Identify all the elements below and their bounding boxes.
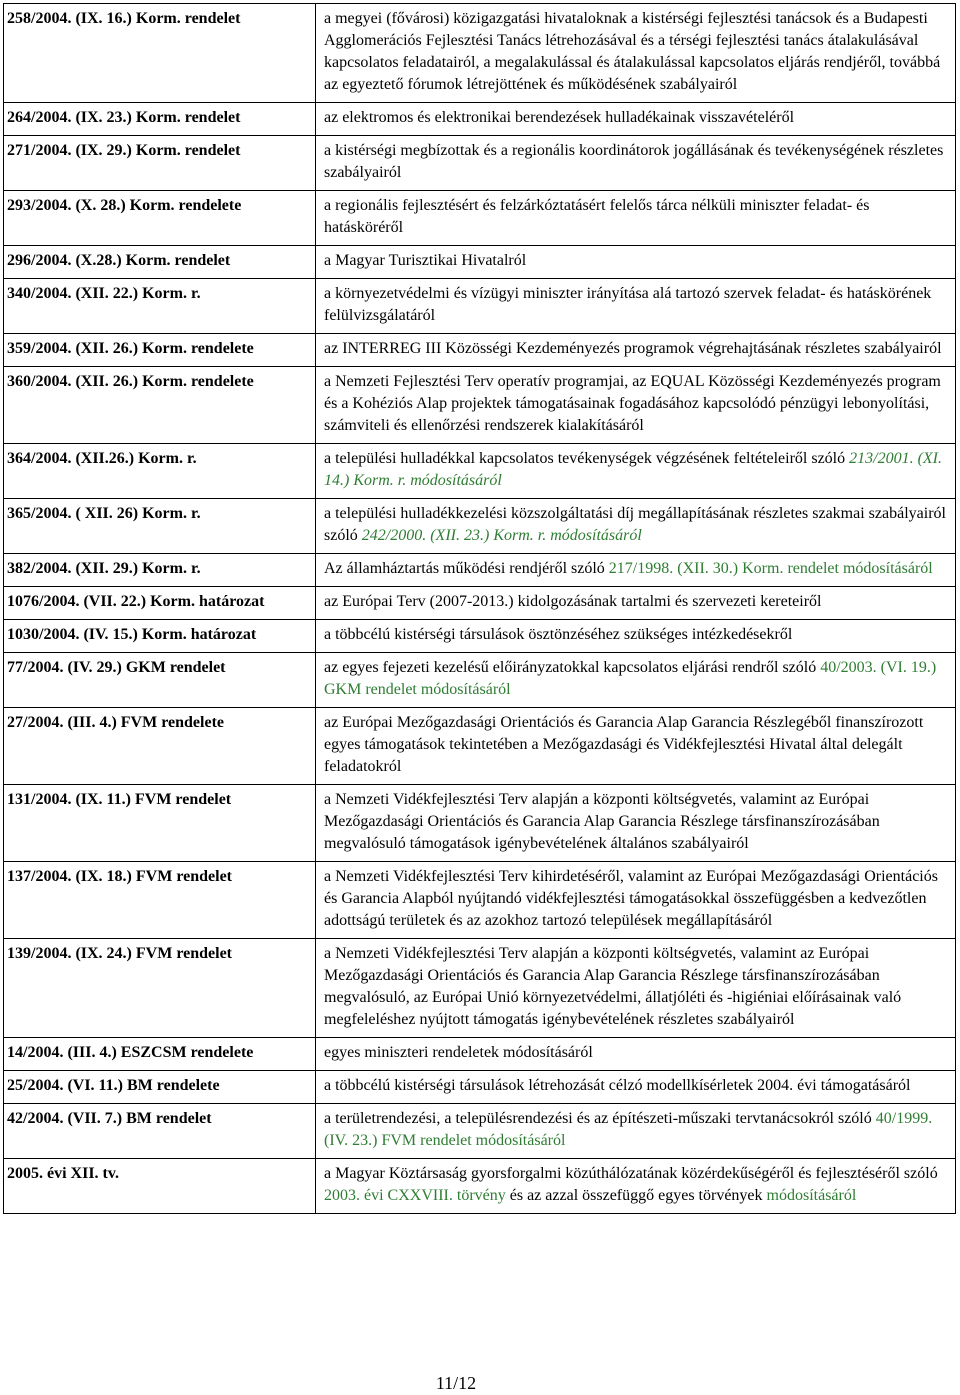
- regulation-number: 264/2004. (IX. 23.) Korm. rendelet: [4, 103, 316, 136]
- regulation-description: [316, 939, 956, 1038]
- regulation-description: [316, 1038, 956, 1071]
- regulation-number: 365/2004. ( XII. 26) Korm. r.: [4, 499, 316, 554]
- table-row: [4, 708, 956, 785]
- regulation-description: [316, 1071, 956, 1104]
- regulation-number: 27/2004. (III. 4.) FVM rendelete: [4, 708, 316, 785]
- regulation-number: 1030/2004. (IV. 15.) Korm. határozat: [4, 620, 316, 653]
- regulation-number: 359/2004. (XII. 26.) Korm. rendelete: [4, 334, 316, 367]
- regulation-number: 14/2004. (III. 4.) ESZCSM rendelete: [4, 1038, 316, 1071]
- description-text: és az azzal összefüggő egyes törvények: [505, 1187, 767, 1204]
- description-text: egyes miniszteri rendeletek módosításáról: [324, 1044, 593, 1061]
- description-text: a Nemzeti Vidékfejlesztési Terv alapján a központi költségvetés, valamint az Európai Mezőgazdasági Orientációs és Garancia Alap Garancia Részlege társfinanszírozásában megvalósuló támogatások igénybevételének általános szabályairól: [324, 791, 880, 852]
- description-text: a Magyar Köztársaság gyorsforgalmi közúthálózatának közérdekűségéről és fejlesztéséről szóló: [324, 1165, 938, 1182]
- description-text: a környezetvédelmi és vízügyi miniszter irányítása alá tartozó szervek feladat- és hatáskörének felülvizsgálatáról: [324, 285, 932, 324]
- description-text: a települési hulladékkal kapcsolatos tevékenységek végzésének feltételeiről szóló: [324, 450, 850, 467]
- description-text: Az államháztartás működési rendjéről szóló: [324, 560, 609, 577]
- table-row: [4, 191, 956, 246]
- table-row: [4, 1104, 956, 1159]
- table-row: [4, 279, 956, 334]
- regulation-description: [316, 587, 956, 620]
- amended-reference: 40/1999. (IV. 23.) FVM rendelet módosításáról: [324, 1110, 933, 1149]
- description-text: a megyei (fővárosi) közigazgatási hivataloknak a kistérségi fejlesztési tanácsok és a Budapesti Agglomerációs Fejlesztési Tanács létrehozásával és a térségi fejlesztési tanács átalakulásával kapcsolatos feladatairól, a megalakulással és átalakulással kapcsolatos eljárás rendjéről, továbbá az egyeztető fórumok létrejöttének és működésének szabályairól: [324, 10, 941, 93]
- regulation-description: [316, 4, 956, 103]
- description-text: a Nemzeti Vidékfejlesztési Terv kihirdetéséről, valamint az Európai Mezőgazdasági Orientációs és Garancia Alapból nyújtandó vidékfejlesztési támogatásokkal összefüggésben a kedvezőtlen adottságú területek és az azokhoz tartozó települések megállapításáról: [324, 868, 938, 929]
- table-row: [4, 103, 956, 136]
- table-row: [4, 444, 956, 499]
- regulation-description: [316, 444, 956, 499]
- regulation-description: [316, 191, 956, 246]
- regulation-number: 25/2004. (VI. 11.) BM rendelete: [4, 1071, 316, 1104]
- regulation-number: 139/2004. (IX. 24.) FVM rendelet: [4, 939, 316, 1038]
- amended-reference: 40/2003. (VI. 19.) GKM rendelet módosításáról: [324, 659, 937, 698]
- table-row: [4, 1038, 956, 1071]
- regulation-description: [316, 554, 956, 587]
- amended-reference: 217/1998. (XII. 30.) Korm. rendelet módosításáról: [608, 560, 933, 577]
- regulations-table: [3, 3, 956, 1214]
- table-row: [4, 367, 956, 444]
- regulation-number: 293/2004. (X. 28.) Korm. rendelete: [4, 191, 316, 246]
- regulation-description: [316, 334, 956, 367]
- amended-reference: 242/2000. (XII. 23.) Korm. r. módosításáról: [361, 527, 642, 544]
- description-text: a területrendezési, a településrendezési és az építészeti-műszaki tervtanácsokról szóló: [324, 1110, 876, 1127]
- table-row: [4, 862, 956, 939]
- regulation-description: [316, 499, 956, 554]
- regulation-description: [316, 1159, 956, 1214]
- regulation-description: [316, 103, 956, 136]
- regulation-number: 340/2004. (XII. 22.) Korm. r.: [4, 279, 316, 334]
- description-text: a Nemzeti Vidékfejlesztési Terv alapján a központi költségvetés, valamint az Európai Mezőgazdasági Orientációs és Garancia Alap Garancia Részlege társfinanszírozásában megvalósuló, az Európai Unió környezetvédelmi, állatjóléti és -higiéniai előírásainak való megfeleléshez nyújtott támogatás igénybevételének részletes szabályairól: [324, 945, 902, 1028]
- regulation-description: [316, 785, 956, 862]
- regulation-description: [316, 246, 956, 279]
- table-row: [4, 1159, 956, 1214]
- table-row: [4, 939, 956, 1038]
- description-text: az Európai Mezőgazdasági Orientációs és Garancia Alap Garancia Részlegéből finanszírozott egyes támogatások tekintetében a Mezőgazdasági és Vidékfejlesztési Hivatal által delegált feladatokról: [324, 714, 924, 775]
- description-text: a Magyar Turisztikai Hivatalról: [324, 252, 527, 269]
- table-row: [4, 499, 956, 554]
- regulation-description: [316, 620, 956, 653]
- regulation-number: 382/2004. (XII. 29.) Korm. r.: [4, 554, 316, 587]
- table-row: [4, 620, 956, 653]
- table-row: [4, 1071, 956, 1104]
- regulation-description: [316, 653, 956, 708]
- regulation-number: 1076/2004. (VII. 22.) Korm. határozat: [4, 587, 316, 620]
- regulation-number: 271/2004. (IX. 29.) Korm. rendelet: [4, 136, 316, 191]
- regulations-table-body: [4, 4, 956, 1214]
- amended-reference: 2003. évi CXXVIII. törvény: [324, 1187, 506, 1204]
- amended-reference: módosításáról: [766, 1187, 857, 1204]
- table-row: [4, 136, 956, 191]
- regulation-number: 131/2004. (IX. 11.) FVM rendelet: [4, 785, 316, 862]
- regulation-description: [316, 708, 956, 785]
- description-text: a Nemzeti Fejlesztési Terv operatív programjai, az EQUAL Közösségi Kezdeményezés program és a Kohéziós Alap projektek támogatásainak fogadásához kapcsolódó pénzügyi lebonyolítási, számviteli és ellenőrzési rendszerek kialakításáról: [324, 373, 941, 434]
- table-row: [4, 785, 956, 862]
- table-row: [4, 246, 956, 279]
- table-row: [4, 554, 956, 587]
- table-row: [4, 587, 956, 620]
- table-row: [4, 4, 956, 103]
- description-text: a kistérségi megbízottak és a regionális koordinátorok jogállásának és tevékenységének részletes szabályairól: [324, 142, 944, 181]
- regulation-number: 137/2004. (IX. 18.) FVM rendelet: [4, 862, 316, 939]
- table-row: [4, 334, 956, 367]
- regulation-number: 258/2004. (IX. 16.) Korm. rendelet: [4, 4, 316, 103]
- description-text: a regionális fejlesztésért és felzárkóztatásért felelős tárca nélküli miniszter feladat- és hatásköréről: [324, 197, 870, 236]
- description-text: a többcélú kistérségi társulások létrehozását célzó modellkísérletek 2004. évi támogatásáról: [324, 1077, 911, 1094]
- page-number: 11/12: [435, 1373, 477, 1393]
- regulation-description: [316, 1104, 956, 1159]
- description-text: a többcélú kistérségi társulások ösztönzéséhez szükséges intézkedésekről: [324, 626, 793, 643]
- description-text: az Európai Terv (2007-2013.) kidolgozásának tartalmi és szervezeti kereteiről: [324, 593, 822, 610]
- description-text: az egyes fejezeti kezelésű előirányzatokkal kapcsolatos eljárási rendről szóló: [324, 659, 821, 676]
- description-text: az elektromos és elektronikai berendezések hulladékainak visszavételéről: [324, 109, 795, 126]
- table-row: [4, 653, 956, 708]
- regulation-description: [316, 367, 956, 444]
- regulation-number: 2005. évi XII. tv.: [4, 1159, 316, 1214]
- regulation-number: 77/2004. (IV. 29.) GKM rendelet: [4, 653, 316, 708]
- regulation-number: 42/2004. (VII. 7.) BM rendelet: [4, 1104, 316, 1159]
- description-text: az INTERREG III Közösségi Kezdeményezés programok végrehajtásának részletes szabályairól: [324, 340, 942, 357]
- regulation-number: 296/2004. (X.28.) Korm. rendelet: [4, 246, 316, 279]
- regulation-number: 360/2004. (XII. 26.) Korm. rendelete: [4, 367, 316, 444]
- amended-reference: 213/2001. (XI. 14.) Korm. r. módosításáról: [324, 450, 942, 489]
- regulation-description: [316, 862, 956, 939]
- regulation-description: [316, 279, 956, 334]
- regulation-number: 364/2004. (XII.26.) Korm. r.: [4, 444, 316, 499]
- regulation-description: [316, 136, 956, 191]
- description-text: a települési hulladékkezelési közszolgáltatási díj megállapításának részletes szakmai szabályairól szóló: [324, 505, 946, 544]
